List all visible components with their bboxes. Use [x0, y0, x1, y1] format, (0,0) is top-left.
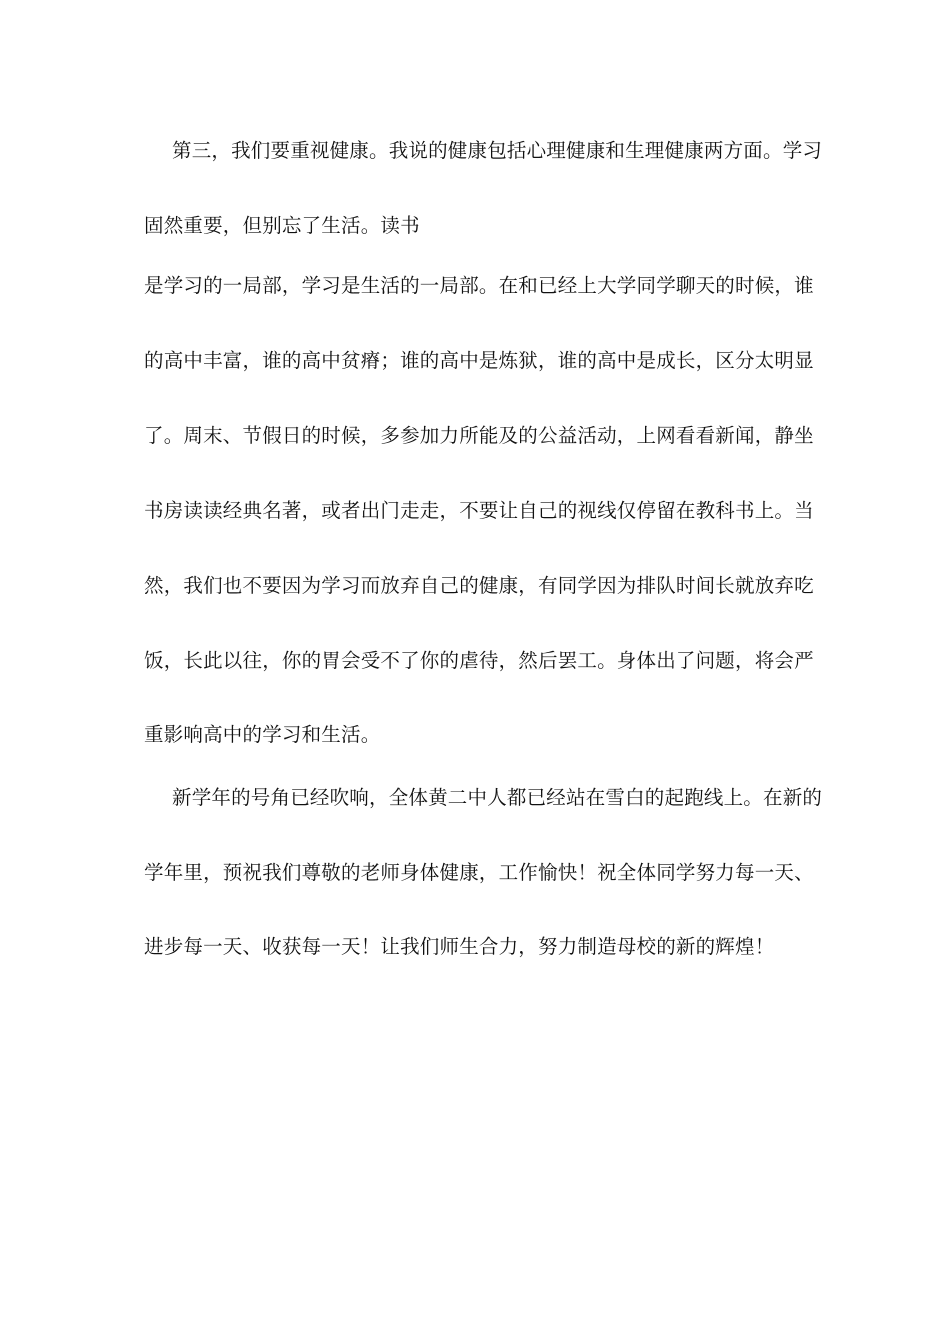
paragraph-1-line-3: 是学习的一局部，学习是生活的一局部。在和已经上大学同学聊天的时候，谁: [144, 274, 814, 297]
paragraph-2-line-2: 学年里，预祝我们尊敬的老师身体健康，工作愉快！祝全体同学努力每一天、: [144, 861, 814, 884]
paragraph-1-line-7: 然，我们也不要因为学习而放弃自己的健康，有同学因为排队时间长就放弃吃: [144, 574, 814, 597]
paragraph-1-line-9: 重影响高中的学习和生活。: [144, 723, 381, 746]
paragraph-1-line-2: 固然重要，但别忘了生活。读书: [144, 214, 420, 237]
paragraph-1-line-6: 书房读读经典名著，或者出门走走，不要让自己的视线仅停留在教科书上。当: [144, 499, 814, 522]
paragraph-1-line-1: 第三，我们要重视健康。我说的健康包括心理健康和生理健康两方面。学习: [172, 139, 823, 162]
paragraph-2-line-1: 新学年的号角已经吹响，全体黄二中人都已经站在雪白的起跑线上。在新的: [172, 786, 823, 809]
paragraph-1-line-4: 的高中丰富，谁的高中贫瘠；谁的高中是炼狱，谁的高中是成长，区分太明显: [144, 349, 814, 372]
paragraph-1-line-8: 饭，长此以往，你的胃会受不了你的虐待，然后罢工。身体出了问题，将会严: [144, 649, 814, 672]
paragraph-1-line-5: 了。周末、节假日的时候，多参加力所能及的公益活动，上网看看新闻，静坐: [144, 424, 814, 447]
paragraph-2-line-3: 进步每一天、收获每一天！让我们师生合力，努力制造母校的新的辉煌！: [144, 935, 775, 958]
